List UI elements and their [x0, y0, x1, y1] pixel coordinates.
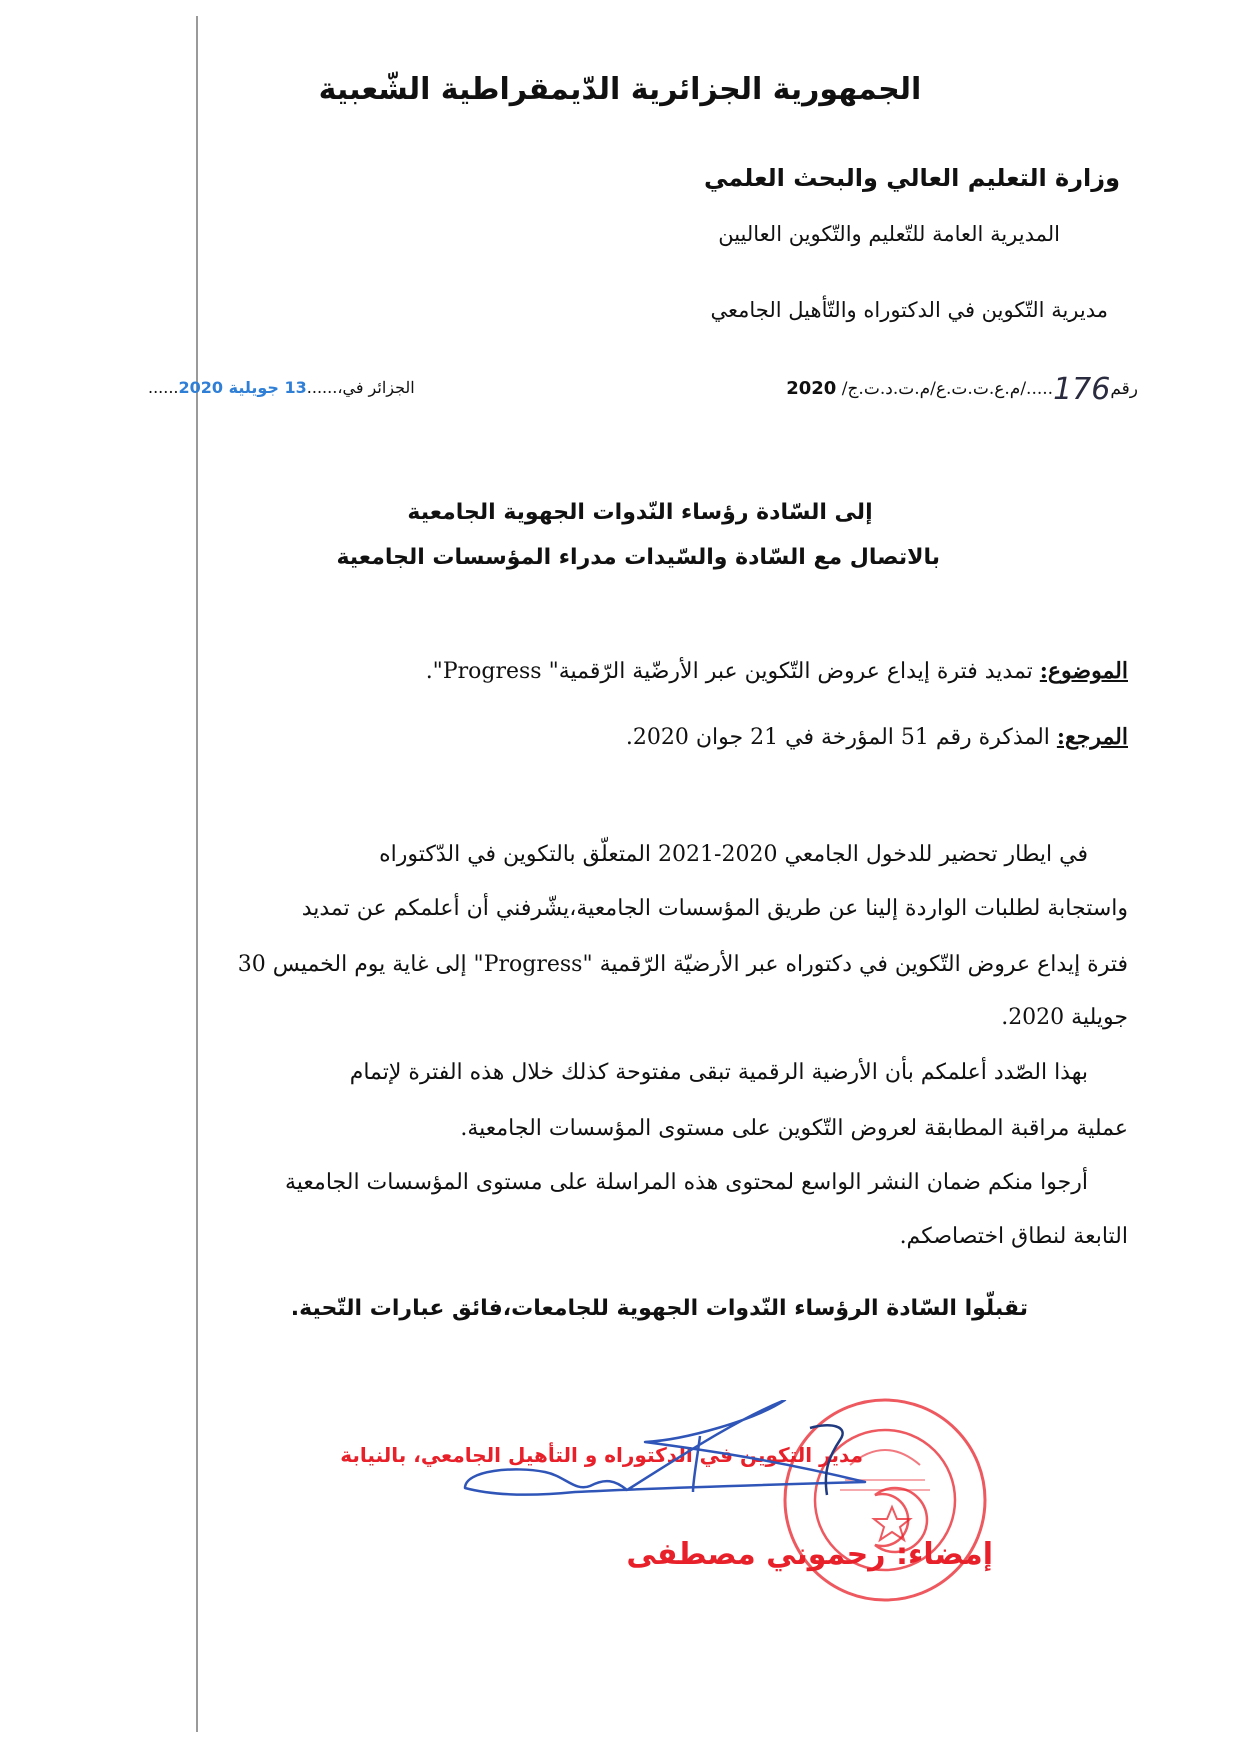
signatory-title: مدير التكوين في الدكتوراه و التأهيل الجامعي، بالنيابة — [340, 1443, 863, 1467]
stamped-date: 13 جويلية 2020 — [178, 378, 307, 397]
handwritten-signature — [455, 1400, 875, 1520]
addressee-line-1: إلى السّادة رؤساء النّدوات الجهوية الجامعية — [407, 500, 873, 525]
date-line — [148, 378, 415, 397]
reference-code: ...../م.ع.ت.ت.ع/م.ت.د.ت.ج/ — [841, 379, 1054, 399]
addressee-line-2: بالاتصال مع السّادة والسّيدات مدراء المؤسسات الجامعية — [336, 545, 940, 570]
date-dots-end: ...... — [148, 378, 179, 397]
margin-line — [196, 16, 198, 1732]
body-line: عملية مراقبة المطابقة لعروض التّكوين على مستوى المؤسسات الجامعية. — [460, 1116, 1128, 1141]
reference-number — [786, 372, 1138, 407]
reference-label: المرجع: — [1056, 724, 1128, 750]
closing-line: تقبلّوا السّادة الرؤساء النّدوات الجهوية للجامعات،فائق عبارات التّحية. — [290, 1296, 1028, 1321]
body-line: بهذا الصّدد أعلمكم بأن الأرضية الرقمية تبقى مفتوحة كذلك خلال هذه الفترة لإتمام — [349, 1060, 1088, 1085]
body-line: في ايطار تحضير للدخول الجامعي 2020-2021 المتعلّق بالتكوين في الدّكتوراه — [379, 842, 1088, 867]
directorate: مديرية التّكوين في الدكتوراه والتّأهيل الجامعي — [710, 298, 1108, 322]
general-directorate: المديرية العامة للتّعليم والتّكوين العاليين — [718, 222, 1060, 246]
body-line: التابعة لنطاق اختصاصكم. — [899, 1224, 1128, 1249]
subject-text: تمديد فترة إيداع عروض التّكوين عبر الأرضّية الرّقمية" Progress". — [425, 659, 1040, 684]
reference-note — [626, 724, 1128, 750]
date-place: الجزائر في، — [337, 378, 415, 397]
body-line: أرجوا منكم ضمان النشر الواسع لمحتوى هذه المراسلة على مستوى المؤسسات الجامعية — [285, 1170, 1088, 1195]
date-dots: ...... — [306, 378, 338, 397]
signatory-name: إمضاء: رحموني مصطفى — [626, 1537, 993, 1572]
body-line: فترة إيداع عروض التّكوين في دكتوراه عبر الأرضيّة الرّقمية "Progress" إلى غاية يوم الخميس 30 — [237, 952, 1128, 977]
subject-line — [426, 658, 1128, 684]
handwritten-number: 176 — [1053, 372, 1111, 407]
ministry-heading: وزارة التعليم العالي والبحث العلمي — [703, 164, 1120, 192]
reference-prefix: رقم — [1110, 379, 1138, 399]
reference-year: 2020 — [786, 378, 837, 399]
republic-heading: الجمهورية الجزائرية الدّيمقراطية الشّعبية — [318, 72, 922, 107]
subject-label: الموضوع: — [1039, 658, 1128, 684]
reference-text: المذكرة رقم 51 المؤرخة في 21 جوان 2020. — [625, 725, 1057, 750]
body-line: واستجابة لطلبات الواردة إلينا عن طريق المؤسسات الجامعية،يشّرفني أن أعلمكم عن تمديد — [301, 896, 1128, 921]
body-line: جويلية 2020. — [1001, 1005, 1128, 1030]
